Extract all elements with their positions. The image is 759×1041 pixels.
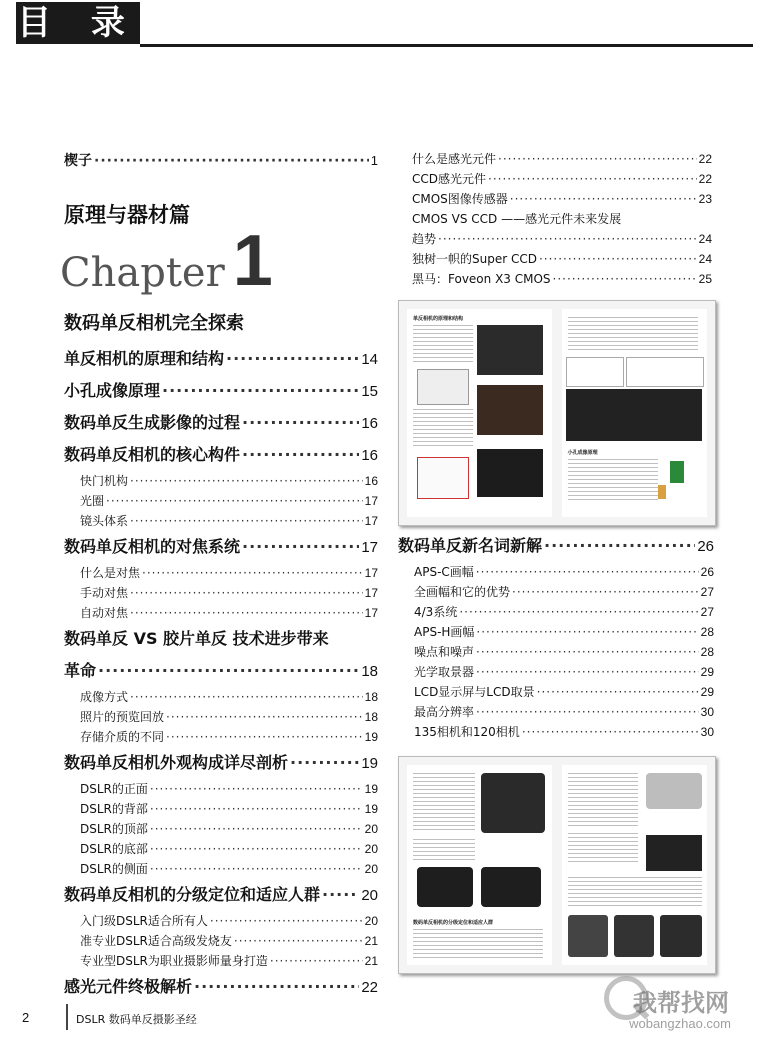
toc-entry[interactable] [412, 229, 712, 249]
toc-entry-label: CMOS VS CCD ——感光元件未来发展 [412, 212, 622, 226]
left-column [64, 150, 378, 172]
toc-entry-label: 135相机和120相机 [414, 725, 520, 739]
leader-dots [142, 563, 363, 583]
camera-photo [614, 915, 654, 957]
toc-entry-page: 16 [361, 447, 378, 464]
part-title: 原理与器材篇 [64, 203, 190, 227]
toc-entry-page: 17 [361, 539, 378, 556]
toc-entry-label: APS-H画幅 [414, 625, 475, 639]
toc-entry-page: 19 [361, 755, 378, 772]
left-toc-list [64, 343, 378, 1003]
leader-dots [438, 229, 697, 249]
leader-dots [130, 687, 363, 707]
leader-dots [459, 602, 698, 622]
preview-right-page [562, 309, 707, 517]
info-box [566, 357, 624, 387]
preview-heading: 数码单反相机的分级定位和适应人群 [413, 920, 494, 926]
camera-photo [646, 773, 702, 809]
toc-entry[interactable] [412, 209, 712, 229]
toc-entry-label: 全画幅和它的优势 [414, 585, 511, 599]
toc-entry-page: 18 [361, 663, 378, 680]
prism-image [477, 449, 543, 497]
toc-entry-page: 30 [700, 725, 714, 739]
leader-dots [130, 471, 363, 491]
toc-entry-page: 19 [364, 730, 378, 744]
toc-entry-label: 小孔成像原理 [64, 381, 161, 400]
chapter-number: 1 [232, 221, 273, 301]
toc-entry-page: 17 [364, 514, 378, 528]
toc-entry-label: DSLR的背部 [80, 802, 148, 816]
toc-entry-label: 噪点和噪声 [414, 645, 475, 659]
toc-entry[interactable] [398, 702, 714, 722]
toc-entry-label: 数码单反新名词新解 [398, 536, 543, 555]
leader-dots [270, 951, 363, 971]
toc-entry[interactable] [64, 623, 378, 655]
toc-entry[interactable] [64, 747, 378, 779]
toc-entry-page: 19 [364, 782, 378, 796]
toc-entry[interactable] [412, 169, 712, 189]
toc-entry-page: 15 [361, 383, 378, 400]
toc-entry-label: CMOS图像传感器 [412, 192, 508, 206]
toc-entry-label: 数码单反生成影像的过程 [64, 413, 241, 432]
leader-dots [537, 682, 699, 702]
leader-dots [210, 911, 363, 931]
toc-entry-label: 数码单反相机的对焦系统 [64, 537, 241, 556]
toc-entry[interactable] [64, 407, 378, 439]
toc-entry-page: 27 [700, 605, 714, 619]
toc-entry[interactable] [64, 839, 378, 859]
leader-dots [150, 779, 363, 799]
toc-entry-label: 独树一帜的Super CCD [412, 252, 537, 266]
camera-photo [481, 867, 541, 907]
leader-dots [322, 879, 359, 911]
toc-entry-label: DSLR的顶部 [80, 822, 148, 836]
toc-entry-label: DSLR的正面 [80, 782, 148, 796]
info-box [626, 357, 704, 387]
toc-entry[interactable] [398, 622, 714, 642]
toc-entry-page: 18 [364, 690, 378, 704]
leader-dots [162, 375, 359, 407]
toc-entry-label: 手动对焦 [80, 586, 129, 600]
preview-left-page [407, 309, 552, 517]
leader-dots [130, 511, 363, 531]
toc-entry[interactable] [398, 562, 714, 582]
toc-entry[interactable] [64, 343, 378, 375]
toc-entry-label: APS-C画幅 [414, 565, 474, 579]
toc-entry[interactable] [64, 911, 378, 931]
toc-entry-page: 18 [364, 710, 378, 724]
toc-entry-page: 20 [364, 842, 378, 856]
toc-entry-label: 入门级DSLR适合所有人 [80, 914, 208, 928]
toc-entry-page: 17 [364, 566, 378, 580]
watermark-text: 我帮找网 [633, 989, 729, 1017]
toc-entry[interactable] [64, 779, 378, 799]
toc-entry-label: 数码单反相机外观构成详尽剖析 [64, 753, 289, 772]
toc-entry[interactable] [64, 491, 378, 511]
toc-entry[interactable] [64, 603, 378, 623]
leader-dots [150, 799, 363, 819]
camera-photo [646, 835, 702, 871]
toc-entry-page: 22 [698, 152, 712, 166]
leader-dots [476, 622, 698, 642]
leader-dots [553, 269, 697, 289]
leader-dots [94, 150, 369, 172]
toc-entry[interactable] [64, 727, 378, 747]
toc-entry-page: 28 [700, 645, 714, 659]
toc-entry-page: 17 [364, 586, 378, 600]
preview-left-page [407, 765, 552, 965]
leader-dots [510, 189, 697, 209]
leader-dots [539, 249, 697, 269]
toc-entry-prologue[interactable] [64, 150, 378, 172]
leader-dots [512, 582, 699, 602]
toc-entry-label: 准专业DSLR适合高级发烧友 [80, 934, 232, 948]
toc-entry-label: 光圈 [80, 494, 105, 508]
toc-entry[interactable] [64, 707, 378, 727]
leader-dots [150, 839, 363, 859]
toc-entry-page: 28 [700, 625, 714, 639]
right-toc-list-bottom [398, 530, 714, 742]
toc-entry-label: CCD感光元件 [412, 172, 486, 186]
toc-entry-label: 光学取景器 [414, 665, 475, 679]
toc-entry[interactable] [412, 189, 712, 209]
diagram-image [417, 457, 469, 499]
leader-dots [242, 439, 359, 471]
toc-entry[interactable] [64, 819, 378, 839]
toc-entry-label: 革命 [64, 661, 97, 680]
toc-entry[interactable] [412, 269, 712, 289]
toc-entry[interactable] [64, 951, 378, 971]
toc-entry-page: 29 [700, 685, 714, 699]
toc-entry-label: 感光元件终极解析 [64, 977, 193, 996]
toc-entry-label: 自动对焦 [80, 606, 129, 620]
leader-dots [234, 931, 363, 951]
toc-entry[interactable] [64, 687, 378, 707]
toc-entry-page: 16 [364, 474, 378, 488]
leader-dots [476, 662, 699, 682]
toc-entry-label: 快门机构 [80, 474, 129, 488]
toc-entry-page: 20 [364, 914, 378, 928]
toc-entry-page: 29 [700, 665, 714, 679]
leader-dots [166, 707, 363, 727]
leader-dots [130, 583, 363, 603]
toc-entry-page: 16 [361, 415, 378, 432]
header-rule [140, 44, 753, 47]
toc-entry[interactable] [398, 662, 714, 682]
toc-entry-page: 21 [364, 934, 378, 948]
toc-entry[interactable] [412, 149, 712, 169]
toc-entry[interactable] [398, 530, 714, 562]
toc-entry[interactable] [64, 655, 378, 687]
toc-entry[interactable] [64, 439, 378, 471]
leader-dots [522, 722, 699, 742]
toc-entry-page: 25 [698, 272, 712, 286]
leader-dots [242, 531, 359, 563]
toc-entry[interactable] [64, 583, 378, 603]
preview-right-page [562, 765, 707, 965]
watermark-url: wobangzhao.com [629, 1016, 731, 1031]
toc-entry-label: 什么是感光元件 [412, 152, 497, 166]
toc-entry-page: 26 [700, 565, 714, 579]
leader-dots [476, 702, 699, 722]
leader-dots [290, 747, 359, 779]
toc-entry[interactable] [64, 563, 378, 583]
leader-dots [242, 407, 359, 439]
toc-entry-page: 22 [698, 172, 712, 186]
toc-entry[interactable] [64, 799, 378, 819]
toc-entry-page: 17 [364, 494, 378, 508]
footer-divider [66, 1004, 68, 1030]
leader-dots [194, 971, 359, 1003]
toc-entry-page: 24 [698, 232, 712, 246]
toc-entry-label: 最高分辨率 [414, 705, 475, 719]
toc-entry-page: 17 [364, 606, 378, 620]
toc-entry-label: 照片的预览回放 [80, 710, 165, 724]
toc-header-title: 目 录 [17, 3, 139, 43]
page-preview-thumbnail-2 [398, 756, 716, 974]
leader-dots [166, 727, 363, 747]
diagram-image [417, 369, 469, 405]
toc-entry[interactable] [64, 971, 378, 1003]
camera-photo [417, 867, 473, 907]
toc-entry-label: LCD显示屏与LCD取景 [414, 685, 535, 699]
leader-dots [130, 603, 363, 623]
camera-cutaway-image [477, 325, 543, 375]
toc-entry-label: 镜头体系 [80, 514, 129, 528]
toc-entry[interactable] [64, 511, 378, 531]
leader-dots [488, 169, 697, 189]
toc-entry-page: 1 [370, 153, 378, 168]
toc-entry-page: 20 [364, 862, 378, 876]
toc-entry-label: 成像方式 [80, 690, 129, 704]
leader-dots [226, 343, 359, 375]
toc-entry[interactable] [398, 722, 714, 742]
toc-entry[interactable] [64, 879, 378, 911]
toc-entry-label: 存储介质的不同 [80, 730, 165, 744]
page-preview-thumbnail-1 [398, 300, 716, 526]
pinhole-diagram [658, 485, 666, 499]
leader-dots [498, 149, 697, 169]
toc-entry-page: 20 [361, 887, 378, 904]
toc-entry-label: 趋势 [412, 232, 437, 246]
toc-entry-page: 23 [698, 192, 712, 206]
camera-cutaway-image [477, 385, 543, 435]
toc-entry[interactable] [64, 531, 378, 563]
camera-photo [481, 773, 545, 833]
chapter-banner [60, 221, 273, 301]
leader-dots [476, 642, 699, 662]
toc-entry-label: 数码单反 VS 胶片单反 技术进步带来 [64, 629, 329, 648]
toc-entry-label: 数码单反相机的核心构件 [64, 445, 241, 464]
footer-page-number: 2 [22, 1010, 30, 1025]
toc-entry-page: 27 [700, 585, 714, 599]
toc-entry-page: 19 [364, 802, 378, 816]
toc-entry[interactable] [64, 375, 378, 407]
toc-entry-label: 专业型DSLR为职业摄影师量身打造 [80, 954, 268, 968]
footer-book-title: DSLR 数码单反摄影圣经 [76, 1013, 197, 1026]
toc-entry-page: 26 [697, 538, 714, 555]
toc-entry-label: 楔子 [64, 153, 92, 169]
leader-dots [150, 819, 363, 839]
leader-dots [544, 530, 695, 562]
toc-entry-page: 24 [698, 252, 712, 266]
leader-dots [98, 655, 359, 687]
toc-entry-label: 单反相机的原理和结构 [64, 349, 225, 368]
chapter-title: 数码单反相机完全探索 [64, 313, 244, 334]
toc-entry-label: 数码单反相机的分级定位和适应人群 [64, 885, 321, 904]
toc-entry[interactable] [398, 602, 714, 622]
leader-dots [476, 562, 699, 582]
toc-entry[interactable] [398, 682, 714, 702]
camera-photo [568, 915, 608, 957]
toc-entry-label: 黑马：Foveon X3 CMOS [412, 272, 551, 286]
lens-array-image [566, 389, 702, 441]
leader-dots [150, 859, 363, 879]
toc-entry[interactable] [64, 931, 378, 951]
pinhole-diagram [670, 461, 684, 483]
preview-subheading: 小孔成像原理 [567, 450, 598, 456]
toc-entry-label: 什么是对焦 [80, 566, 141, 580]
toc-entry[interactable] [412, 249, 712, 269]
toc-entry-page: 14 [361, 351, 378, 368]
toc-entry-label: 4/3系统 [414, 605, 458, 619]
chapter-word: Chapter [60, 250, 225, 296]
toc-entry-page: 20 [364, 822, 378, 836]
toc-entry-page: 21 [364, 954, 378, 968]
preview-heading: 单反相机的原理和结构 [413, 316, 464, 322]
camera-photo [660, 915, 702, 957]
right-toc-list-top [412, 149, 712, 289]
toc-entry[interactable] [64, 471, 378, 491]
toc-entry[interactable] [64, 859, 378, 879]
toc-entry-label: DSLR的底部 [80, 842, 148, 856]
toc-entry-page: 22 [361, 979, 378, 996]
toc-entry-label: DSLR的侧面 [80, 862, 148, 876]
leader-dots [106, 491, 363, 511]
toc-entry-page: 30 [700, 705, 714, 719]
toc-entry[interactable] [398, 642, 714, 662]
toc-entry[interactable] [398, 582, 714, 602]
